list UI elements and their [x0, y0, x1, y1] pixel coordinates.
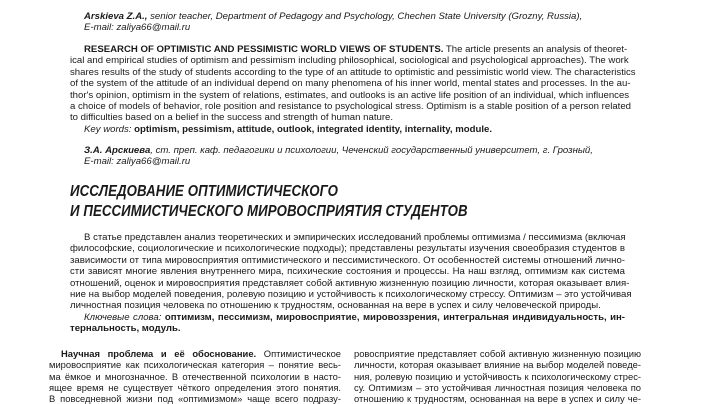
english-author [84, 11, 624, 34]
article-title-line-2: И ПЕССИМИСТИЧЕСКОГО МИРОВОСПРИЯТИЯ СТУДЕНТОВ [70, 203, 468, 220]
russian-author-name: З.А. Арскиева [84, 145, 151, 156]
english-keywords [70, 124, 625, 135]
russian-author-email: E-mail: zaliya66@mail.ru [84, 156, 191, 168]
english-keywords-list: optimism, pessimism, attitude, outlook, integrated identity, internality, module. [131, 123, 492, 135]
section-heading: Научная проблема и её обоснование. [61, 348, 257, 359]
english-author-affiliation: senior teacher, Department of Pedagogy and Psychology, Chechen State University (Grozny, Russia), [147, 11, 583, 22]
article-title-line-1: ИССЛЕДОВАНИЕ ОПТИМИСТИЧЕСКОГО [70, 183, 338, 200]
russian-abstract-line: отношений, оценок и мировосприятия представляет собой активную жизненную позицию личности, которая оказывает влия- [70, 277, 630, 289]
english-abstract-line: of the system of the attitude of an individual depend on many phenomena of his inner world, mental states and processes. In the au- [70, 78, 631, 90]
russian-author [84, 145, 624, 168]
article-title [70, 182, 552, 222]
russian-abstract-line: философские, социологические и психологические подходы); представлены результаты изучения своеобразия студентов в [70, 243, 625, 255]
body-right-line: су. Оптимизм – это устойчивая личностная позиция человека по [354, 381, 641, 393]
english-abstract-line: to difficulties based on a belief in the success and strength of human nature. [70, 112, 394, 124]
english-abstract-line: a choice of models of behavior, role position and resistance to psychological stress. Optimism is a stable position of a person related [70, 101, 631, 113]
body-right-line: отношению к трудностям, основанная на вере в успех и силу че- [354, 393, 641, 404]
russian-abstract-line: личностная позиция человека по отношению к трудностям, основанная на вере в успех и силу человеческой природы. [70, 300, 601, 312]
english-keywords-label: Key words: [84, 123, 132, 135]
body-left-column [49, 348, 341, 404]
body-right-line: личности, которая оказывает влияние на выбор моделей поведе- [354, 359, 641, 371]
body-right-column [354, 348, 641, 404]
english-abstract-line: thor's opinion, optimism in the system of relations, estimates, and outlooks is an active life position of an individual, which influences [70, 89, 630, 101]
english-abstract-title: RESEARCH OF OPTIMISTIC AND PESSIMISTIC WORLD VIEWS OF STUDENTS. [84, 44, 444, 55]
russian-keywords [70, 312, 625, 323]
body-left-line: ма ёмкое и многозначное. В отечественной психологии в насто- [49, 370, 341, 382]
russian-keywords-line-2: тернальность, модуль. [70, 323, 181, 335]
body-left-line: В повседневной жизни под «оптимизмом» чаще всего подразу- [49, 393, 341, 404]
russian-abstract-line: зависимости от типа мировосприятия оптимистического и пессимистического. От особенностей системы отношений лично- [70, 254, 625, 266]
body-right-line: ния, ролевую позицию и устойчивость к психологическому стрес- [354, 370, 641, 382]
english-abstract-line-1: RESEARCH OF OPTIMISTIC AND PESSIMISTIC WORLD VIEWS OF STUDENTS. The article presents an analysis of theoret- [84, 44, 628, 55]
russian-abstract-line: ние на выбор моделей поведения, ролевую позицию и устойчивость к психологическому стрессу. Оптимизм – это устойчивая [70, 289, 632, 301]
body-left-line: ящее время не существует чёткого определения этого понятия. [49, 381, 341, 393]
russian-abstract [70, 232, 632, 335]
body-right-line: ровосприятие представляет собой активную жизненную позицию [354, 348, 641, 359]
english-abstract [70, 44, 636, 135]
russian-abstract-line: В статье представлен анализ теоретических и эмпирических исследований проблемы оптимизма / пессимизма (включая [84, 232, 626, 243]
english-author-name: Arskieva Z.A., [84, 11, 148, 22]
russian-abstract-line: сти зависят многие явления внутреннего мира, психические состояния и процессы. На наш взгляд, оптимизм как система [70, 266, 625, 278]
russian-author-affiliation: , ст. преп. каф. педагогики и психологии, Чеченский государственный университет, г. Грозный, [150, 145, 593, 156]
english-abstract-line: ical and empirical studies of optimism and pessimism including philosophical, sociological and psychological approaches). The work [70, 55, 629, 67]
english-abstract-line: shares results of the study of students according to the type of an attitude to optimistic and pessimistic world view. The characteristics [70, 66, 636, 78]
english-author-email: E-mail: zaliya66@mail.ru [84, 22, 191, 34]
body-left-line: мировосприятие как психологическая категория – понятие весь- [49, 359, 341, 371]
russian-keywords-line-1: оптимизм, пессимизм, мировосприятие, мировоззрения, интегральная индивидуальность, ин- [161, 311, 626, 323]
body-left-line: Научная проблема и её обоснование. Оптимистическое [61, 348, 341, 359]
russian-keywords-label: Ключевые слова: [84, 311, 162, 323]
